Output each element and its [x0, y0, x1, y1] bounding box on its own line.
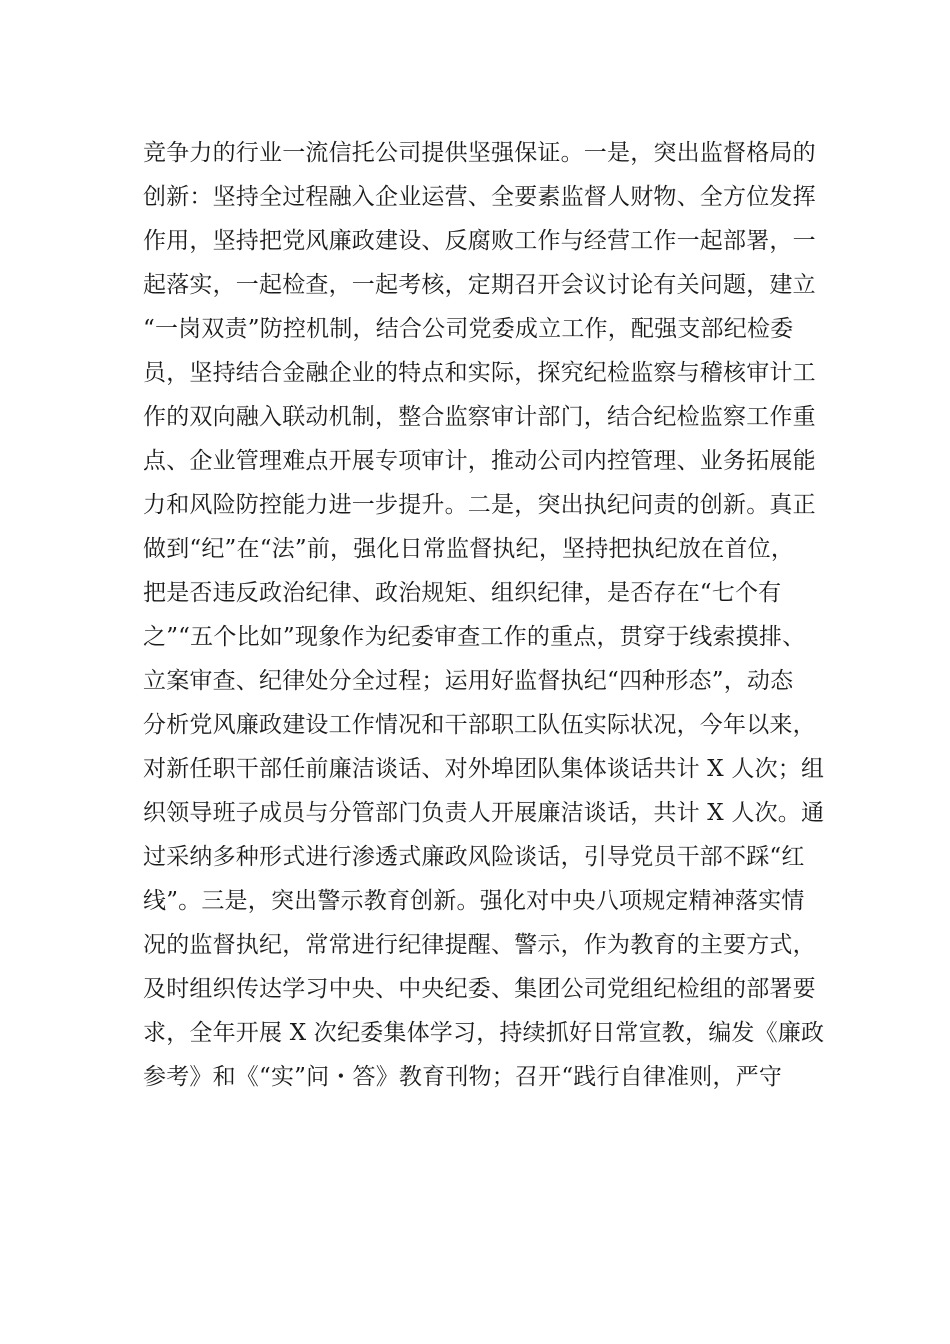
text-line: 况的监督执纪，常常进行纪律提醒、警示，作为教育的主要方式， [143, 932, 816, 958]
text-line: 参考》和《“实”问・答》教育刊物；召开“践行自律准则，严守 [143, 1064, 783, 1090]
text-line: 之”“五个比如”现象作为纪委审查工作的重点，贯穿于线索摸排、 [143, 624, 806, 650]
text-line: “一岗双责”防控机制，结合公司党委成立工作，配强支部纪检委 [143, 316, 794, 342]
text-line: 对新任职干部任前廉洁谈话、对外埠团队集体谈话共计 X 人次；组 [143, 756, 825, 782]
text-line: 织领导班子成员与分管部门负责人开展廉洁谈话，共计 X 人次。通 [143, 800, 825, 826]
text-line: 立案审查、纪律处分全过程；运用好监督执纪“四种形态”，动态 [143, 668, 794, 694]
text-line: 作的双向融入联动机制，整合监察审计部门，结合纪检监察工作重 [143, 404, 816, 430]
text-line: 做到“纪”在“法”前，强化日常监督执纪，坚持把执纪放在首位， [143, 536, 795, 562]
text-line: 把是否违反政治纪律、政治规矩、组织纪律，是否存在“七个有 [143, 580, 782, 606]
text-line: 线”。三是，突出警示教育创新。强化对中央八项规定精神落实情 [143, 888, 805, 914]
text-line: 分析党风廉政建设工作情况和干部职工队伍实际状况，今年以来， [143, 712, 816, 738]
text-line: 创新：坚持全过程融入企业运营、全要素监督人财物、全方位发挥 [143, 184, 816, 210]
text-line: 竞争力的行业一流信托公司提供坚强保证。一是，突出监督格局的 [143, 140, 816, 166]
text-line: 点、企业管理难点开展专项审计，推动公司内控管理、业务拓展能 [143, 448, 816, 474]
text-line: 求，全年开展 X 次纪委集体学习，持续抓好日常宣教，编发《廉政 [143, 1020, 825, 1046]
text-line: 起落实，一起检查，一起考核，定期召开会议讨论有关问题，建立 [143, 272, 816, 298]
body-text [143, 131, 833, 1099]
text-line: 力和风险防控能力进一步提升。二是，突出执纪问责的创新。真正 [143, 492, 816, 518]
text-line: 员，坚持结合金融企业的特点和实际，探究纪检监察与稽核审计工 [143, 360, 816, 386]
text-line: 作用，坚持把党风廉政建设、反腐败工作与经营工作一起部署，一 [143, 228, 816, 254]
text-line: 过采纳多种形式进行渗透式廉政风险谈话，引导党员干部不踩“红 [143, 844, 805, 870]
text-line: 及时组织传达学习中央、中央纪委、集团公司党组纪检组的部署要 [143, 976, 816, 1002]
